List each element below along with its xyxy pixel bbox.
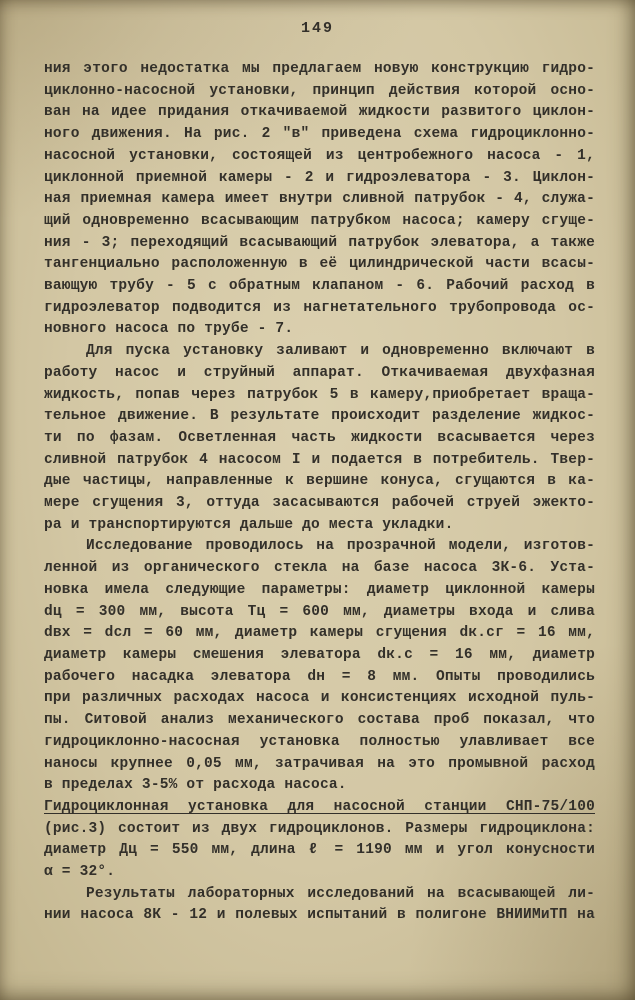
text-line: ния этого недостатка мы предлагаем новую конструкцию гидро- xyxy=(44,61,595,77)
text-line: сливной патрубок 4 насосом I и подается в потребитель. Твер- xyxy=(44,451,595,468)
paragraph xyxy=(44,341,595,536)
text-line: ти по фазам. Осветленная часть жидкости всасывается через xyxy=(44,429,595,446)
text-line: ра и транспортируются дальше до места укладки. xyxy=(44,516,454,533)
text-line: ного движения. На рис. 2 "в" приведена схема гидроциклонно- xyxy=(44,126,595,143)
text-line: пы. Ситовой анализ механического состава проб показал, что xyxy=(44,712,595,729)
text-line: новка имела следующие параметры: диаметр циклонной камеры xyxy=(44,581,595,598)
page-number: 149 xyxy=(300,20,334,37)
text-line: гидроциклонно-насосная установка полностью улавливает все xyxy=(44,733,595,750)
paragraph xyxy=(44,536,595,796)
text-line: ленной из органического стекла на базе насоса 3К-6. Уста- xyxy=(44,560,595,577)
text-line: Результаты лабораторных исследований на всасывающей ли- xyxy=(86,885,595,902)
page-content xyxy=(44,59,595,927)
text-line: тангенциально расположенную в её цилиндрической части всасы- xyxy=(44,256,595,273)
text-line: работу насос и струйный аппарат. Откачиваемая двухфазная xyxy=(44,364,595,381)
text-line: dвх = dсл = 60 мм, диаметр камеры сгущения dк.сг = 16 мм, xyxy=(44,625,595,642)
text-line: жидкость, попав через патрубок 5 в камеру,приобретает враща- xyxy=(44,386,595,403)
text-line: тельное движение. В результате происходит разделение жидкос- xyxy=(44,408,595,425)
text-line: рабочего насадка элеватора dн = 8 мм. Опыты проводились xyxy=(44,668,595,685)
paragraph xyxy=(44,884,595,927)
section-heading: Гидроциклонная установка для насосной станции СНП-75/100 xyxy=(44,798,595,815)
text-line: новного насоса по трубе - 7. xyxy=(44,321,294,338)
text-line: мере сгущения 3, оттуда засасываются рабочей струей эжекто- xyxy=(44,495,595,512)
text-line: dц = 300 мм, высота Тц = 600 мм, диаметры входа и слива xyxy=(44,603,595,620)
text-line: диаметр Дц = 550 мм, длина ℓ = 1190 мм и угол конусности xyxy=(44,842,595,859)
text-line: вающую трубу - 5 с обратным клапаном - 6. Рабочий расход в xyxy=(44,278,595,295)
text-line: в пределах 3-5% от расхода насоса. xyxy=(44,777,347,794)
text-line: насосной установки, состоящей из центробежного насоса - 1, xyxy=(44,147,595,164)
text-line: Для пуска установку заливают и одновременно включают в xyxy=(86,343,595,360)
text-line: щий одновременно всасывающим патрубком насоса; камеру сгуще- xyxy=(44,212,595,229)
paragraph xyxy=(44,797,595,884)
text-line: ван на идее придания откачиваемой жидкости развитого циклон- xyxy=(44,104,595,121)
text-line: ния - 3; переходящий всасывающий патрубок элеватора, а также xyxy=(44,234,595,251)
text-line: гидроэлеватор подводится из нагнетательного трубопровода ос- xyxy=(44,299,595,316)
text-line: диаметр камеры смешения элеватора dк.с = 16 мм, диаметр xyxy=(44,646,595,663)
text-line: циклонно-насосной установки, принцип действия которой осно- xyxy=(44,82,595,99)
text-line: Исследование проводилось на прозрачной модели, изготов- xyxy=(86,538,595,555)
paragraph xyxy=(44,59,595,341)
text-line: α = 32°. xyxy=(44,864,116,881)
text-line: (рис.3) состоит из двух гидроциклонов. Размеры гидроциклона: xyxy=(44,820,595,837)
text-line: циклонной приемной камеры - 2 и гидроэлеватора - 3. Циклон- xyxy=(44,169,595,186)
text-line: нии насоса 8К - 12 и полевых испытаний в полигоне ВНИИМиТП на xyxy=(44,907,595,924)
text-line: при различных расходах насоса и консистенциях исходной пуль- xyxy=(44,690,595,707)
text-line: наносы крупнее 0,05 мм, затрачивая на это промывной расход xyxy=(44,755,595,772)
text-line: дые частицы, направленные к вершине конуса, сгущаются в ка- xyxy=(44,473,595,490)
text-line: ная приемная камера имеет внутри сливной патрубок - 4, служа- xyxy=(44,191,595,208)
